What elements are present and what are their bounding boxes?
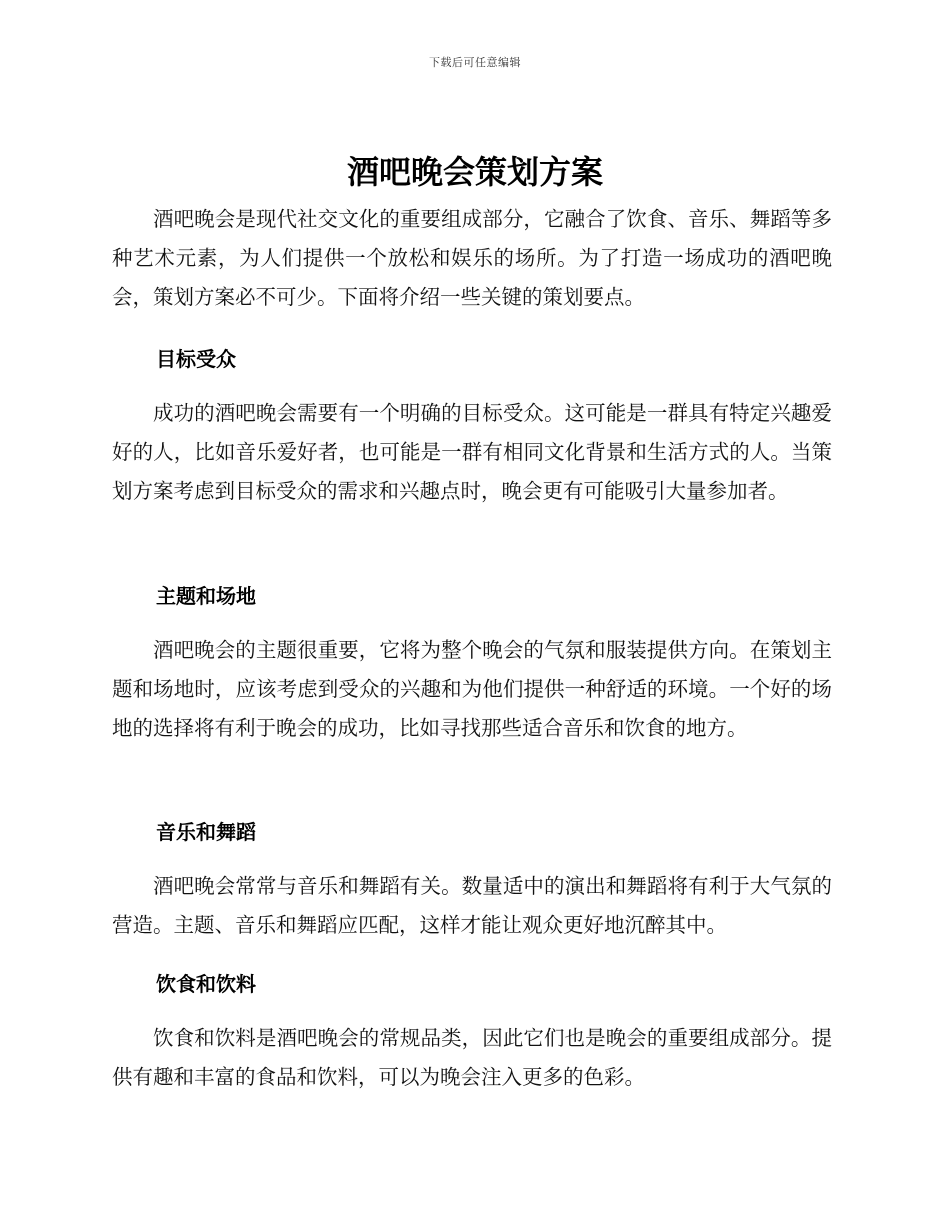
document-title: 酒吧晚会策划方案 — [346, 153, 603, 191]
section-heading-target-audience: 目标受众 — [156, 347, 236, 371]
section-heading-food-drinks: 饮食和饮料 — [156, 972, 256, 996]
section-body-theme-venue: 酒吧晚会的主题很重要，它将为整个晚会的气氛和服装提供方向。在策划主题和场地时，应该考虑到受众的兴趣和为他们提供一种舒适的环境。一个好的场地的选择将有利于晚会的成功，比如寻找那些适合音乐和饮食的地方。 — [112, 638, 832, 740]
section-body-target-audience: 成功的酒吧晚会需要有一个明确的目标受众。这可能是一群具有特定兴趣爱好的人，比如音乐爱好者，也可能是一群有相同文化背景和生活方式的人。当策划方案考虑到目标受众的需求和兴趣点时，晚会更有可能吸引大量参加者。 — [112, 401, 832, 503]
intro-paragraph: 酒吧晚会是现代社交文化的重要组成部分，它融合了饮食、音乐、舞蹈等多种艺术元素，为人们提供一个放松和娱乐的场所。为了打造一场成功的酒吧晚会，策划方案必不可少。下面将介绍一些关键的策划要点。 — [112, 207, 832, 309]
section-body-food-drinks: 饮食和饮料是酒吧晚会的常规品类，因此它们也是晚会的重要组成部分。提供有趣和丰富的食品和饮料，可以为晚会注入更多的色彩。 — [112, 1026, 832, 1089]
section-heading-theme-venue: 主题和场地 — [156, 584, 256, 608]
section-body-music-dance: 酒吧晚会常常与音乐和舞蹈有关。数量适中的演出和舞蹈将有利于大气氛的营造。主题、音乐和舞蹈应匹配，这样才能让观众更好地沉醉其中。 — [112, 874, 832, 937]
section-heading-music-dance: 音乐和舞蹈 — [156, 820, 256, 844]
page-header: 下载后可任意编辑 — [429, 56, 521, 69]
